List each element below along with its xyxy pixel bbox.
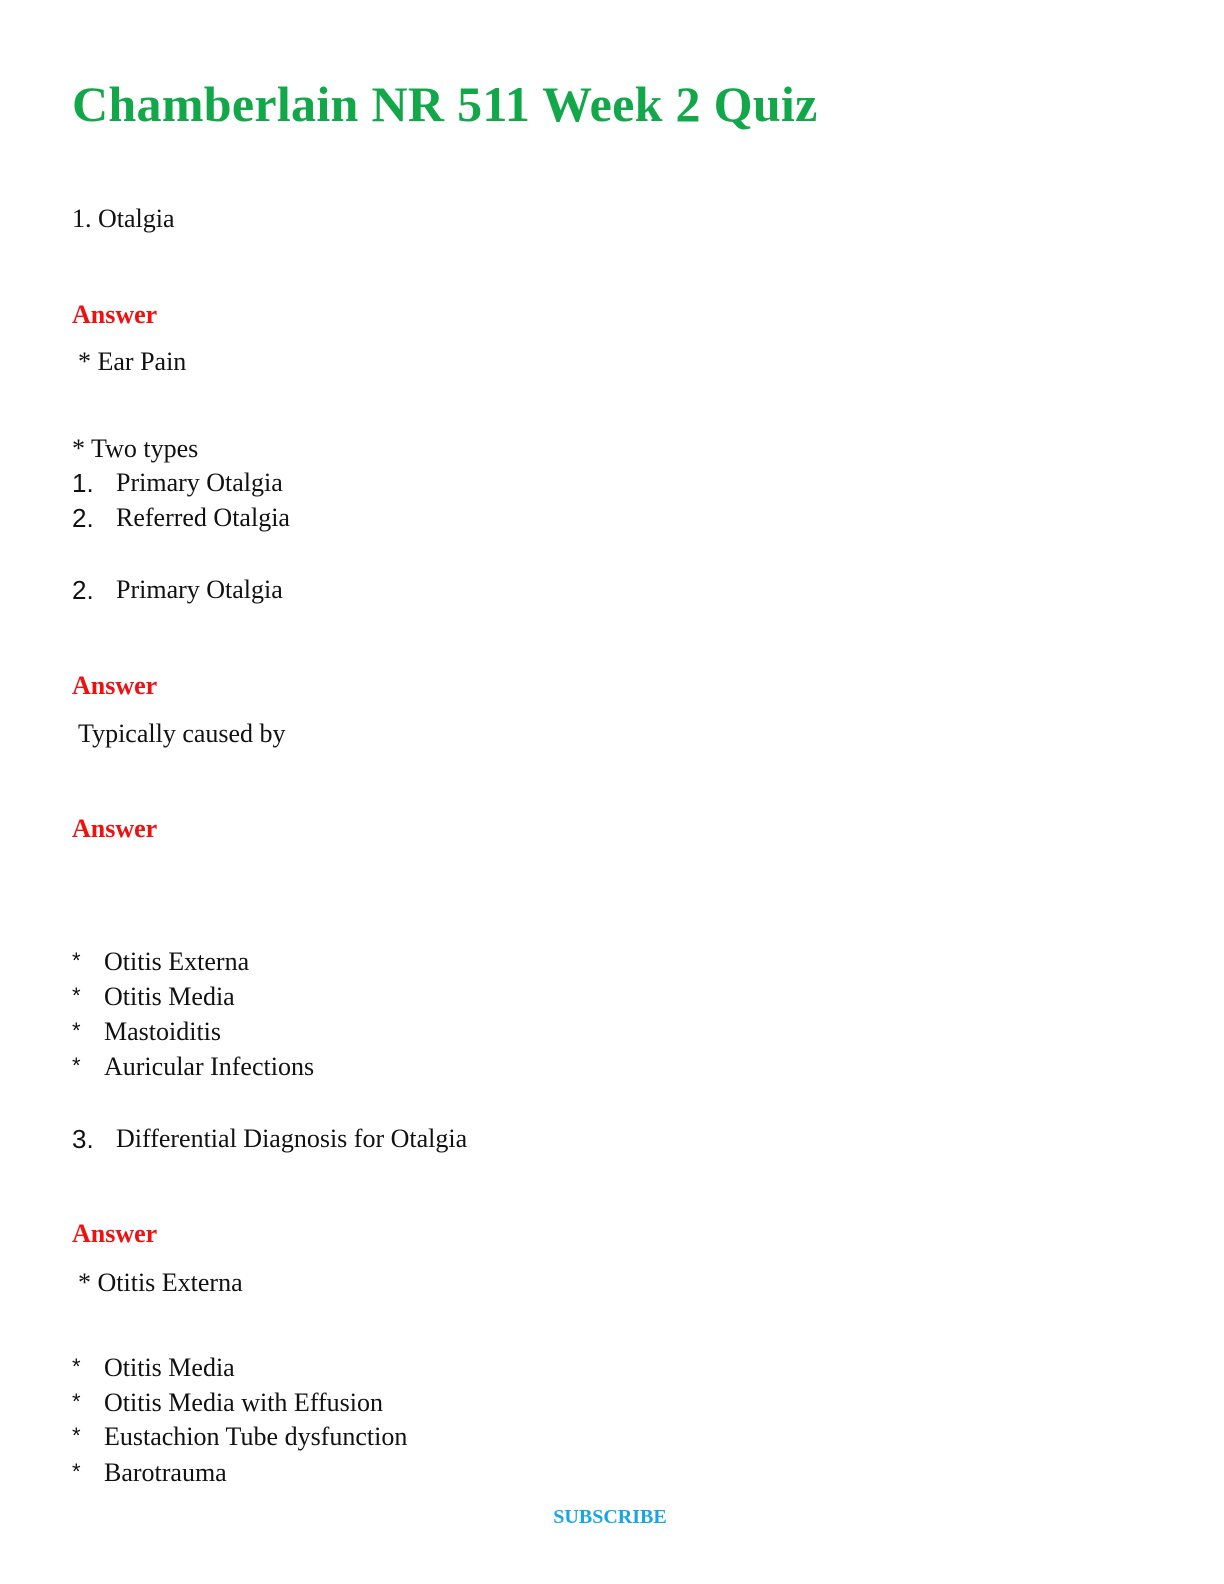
question-2: Primary Otalgia — [116, 575, 283, 604]
answer-3-line-1: * Otitis Externa — [78, 1268, 243, 1297]
answer-1-line-2: * Two types — [72, 434, 199, 463]
list-bullet: * — [72, 948, 81, 973]
list-bullet: * — [72, 1018, 81, 1043]
question-1: 1. Otalgia — [72, 204, 175, 233]
list-bullet: * — [72, 1423, 81, 1448]
type-1-label: Primary Otalgia — [116, 468, 283, 497]
type-2-number: 2. — [72, 503, 94, 533]
list-item: Otitis Media — [104, 1353, 235, 1382]
list-bullet: * — [72, 1459, 81, 1484]
type-2-label: Referred Otalgia — [116, 503, 290, 532]
answer-2-line-1: Typically caused by — [78, 719, 286, 748]
answer-1-line-1: * Ear Pain — [78, 347, 187, 376]
list-bullet: * — [72, 983, 81, 1008]
answer-label-1: Answer — [72, 300, 158, 329]
list-item: Otitis Externa — [104, 947, 250, 976]
list-bullet: * — [72, 1354, 81, 1379]
list-item: Eustachion Tube dysfunction — [104, 1422, 408, 1451]
list-item: Otitis Media — [104, 982, 235, 1011]
answer-label-4: Answer — [72, 1219, 158, 1248]
list-item: Barotrauma — [104, 1458, 227, 1487]
page-title: Chamberlain NR 511 Week 2 Quiz — [72, 76, 818, 132]
type-1-number: 1. — [72, 468, 94, 498]
question-2-number: 2. — [72, 575, 94, 605]
answer-label-2: Answer — [72, 671, 158, 700]
answer-label-3: Answer — [72, 814, 158, 843]
question-3-number: 3. — [72, 1124, 94, 1154]
list-bullet: * — [72, 1053, 81, 1078]
list-item: Auricular Infections — [104, 1052, 315, 1081]
list-item: Mastoiditis — [104, 1017, 222, 1046]
list-item: Otitis Media with Effusion — [104, 1388, 384, 1417]
list-bullet: * — [72, 1389, 81, 1414]
subscribe-link[interactable]: SUBSCRIBE — [553, 1506, 667, 1528]
question-3: Differential Diagnosis for Otalgia — [116, 1124, 468, 1153]
